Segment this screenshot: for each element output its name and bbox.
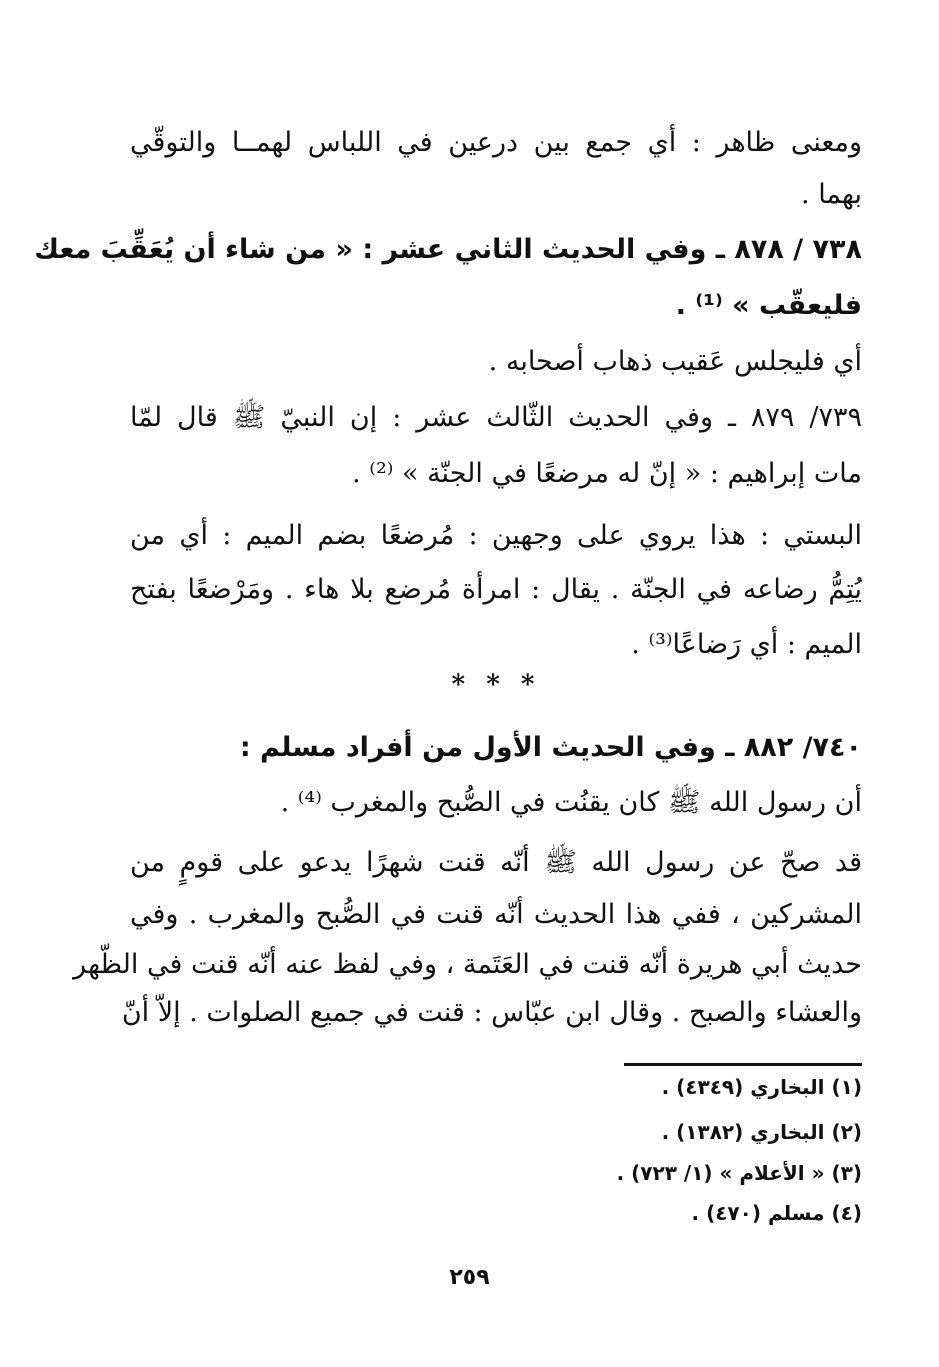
footnote-3: (٣) « الأعلام » (١/ ٧٢٣) .: [616, 1161, 862, 1185]
body-line-8: البستي : هذا يروي على وجهين : مُرضعًا بضم الميم : أي من: [130, 520, 862, 551]
body-line-15: حديث أبي هريرة أنّه قنت في العَتَمة ، وفي لفظ عنه أنّه قنت في الظّهر: [73, 949, 862, 980]
body-line-5: أي فليجلس عَقيب ذهاب أصحابه .: [488, 346, 862, 377]
footnote-1: (١) البخاري (٤٣٤٩) .: [661, 1075, 862, 1099]
hadith-740-text: أن رسول الله ﷺ كان يقنُت في الصُّبح والمغرب ⁽⁴⁾ .: [280, 787, 862, 818]
body-line-2: بهما .: [801, 179, 862, 210]
footnote-divider: [624, 1063, 862, 1066]
body-line-1: ومعنى ظاهر : أي جمع بين درعين في اللباس لهمــا والتوقّي: [130, 127, 862, 158]
hadith-739-heading: ٧٣٩/ ٨٧٩ ـ وفي الحديث الثّالث عشر : إن النبيّ ﷺ قال لمّا: [130, 402, 862, 433]
hadith-738-heading: ٧٣٨ / ٨٧٨ ـ وفي الحديث الثاني عشر : « من شاء أن يُعَقِّبَ معك: [34, 234, 862, 265]
body-line-13: قد صحّ عن رسول الله ﷺ أنّه قنت شهرًا يدعو على قومٍ من: [130, 847, 862, 878]
body-line-14: المشركين ، ففي هذا الحديث أنّه قنت في الصُّبح والمغرب . وفي: [130, 899, 862, 930]
footnote-4: (٤) مسلم (٤٧٠) .: [691, 1201, 862, 1225]
page-number: ٢٥٩: [449, 1265, 490, 1290]
body-line-16: والعشاء والصبح . وقال ابن عبّاس : قنت في جميع الصلوات . إلاّ أنّ: [121, 997, 862, 1028]
hadith-739-text: مات إبراهيم : « إنّ له مرضعًا في الجنّة » ⁽²⁾ .: [352, 458, 862, 489]
footnote-2: (٢) البخاري (١٣٨٢) .: [661, 1120, 862, 1144]
hadith-740-heading: ٧٤٠/ ٨٨٢ ـ وفي الحديث الأول من أفراد مسلم :: [239, 732, 862, 763]
body-line-10: الميم : أي رَضاعًا⁽³⁾ .: [631, 629, 862, 660]
body-line-9: يُتِمُّ رضاعه في الجنّة . يقال : امرأة مُرضع بلا هاء . ومَرْضعًا بفتح: [130, 574, 862, 605]
section-separator: * * *: [451, 670, 541, 700]
hadith-738-text: فليعقّب » ⁽¹⁾ .: [675, 290, 862, 321]
